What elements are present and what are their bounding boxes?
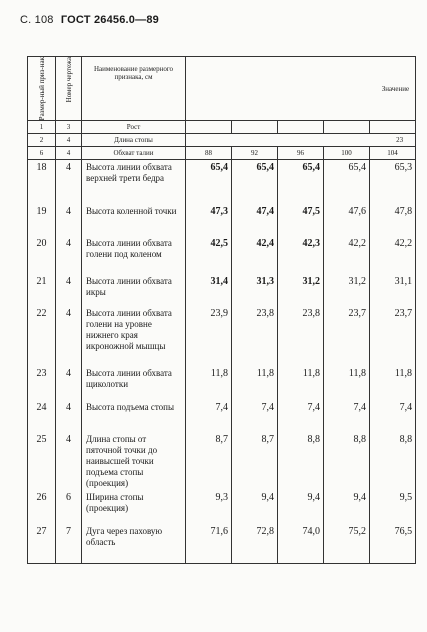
param-code: 6 xyxy=(28,147,56,160)
row-value: 9,3 xyxy=(186,490,232,524)
row-value: 7,4 xyxy=(370,400,416,432)
row-value: 9,4 xyxy=(232,490,278,524)
row-value: 42,3 xyxy=(278,236,324,274)
table-row xyxy=(28,274,416,306)
header-drawing: Номер чертежа xyxy=(56,57,82,121)
row-value: 71,6 xyxy=(186,524,232,564)
param-value xyxy=(232,121,278,134)
row-value: 9,4 xyxy=(278,490,324,524)
param-value: 96 xyxy=(278,147,324,160)
param-drawing: 4 xyxy=(56,147,82,160)
param-value xyxy=(186,121,232,134)
row-name: Высота линии обхвата верхней трети бедра xyxy=(82,160,186,204)
row-drawing: 4 xyxy=(56,274,82,306)
row-drawing: 4 xyxy=(56,306,82,366)
row-value: 31,1 xyxy=(370,274,416,306)
param-drawing: 4 xyxy=(56,134,82,147)
row-value: 42,2 xyxy=(324,236,370,274)
row-value: 65,4 xyxy=(278,160,324,204)
row-name: Высота линии обхвата икры xyxy=(82,274,186,306)
row-value: 11,8 xyxy=(278,366,324,400)
row-code: 27 xyxy=(28,524,56,564)
row-value: 9,4 xyxy=(324,490,370,524)
param-name: Рост xyxy=(82,121,186,134)
row-code: 22 xyxy=(28,306,56,366)
row-value: 11,8 xyxy=(186,366,232,400)
table-header-row xyxy=(28,57,416,121)
param-value xyxy=(370,121,416,134)
table-row xyxy=(28,204,416,236)
row-name: Дуга через паховую область xyxy=(82,524,186,564)
row-name: Высота коленной точки xyxy=(82,204,186,236)
header-param-row xyxy=(28,134,416,147)
row-value: 8,7 xyxy=(232,432,278,490)
row-drawing: 4 xyxy=(56,400,82,432)
row-name: Длина стопы от пяточной точки до наивысшей точки подъема стопы (проекция) xyxy=(82,432,186,490)
row-name: Высота линии обхвата голени под коленом xyxy=(82,236,186,274)
table-row xyxy=(28,524,416,564)
param-name: Длина стопы xyxy=(82,134,186,147)
row-drawing: 7 xyxy=(56,524,82,564)
row-drawing: 6 xyxy=(56,490,82,524)
row-value: 47,8 xyxy=(370,204,416,236)
row-code: 23 xyxy=(28,366,56,400)
table-row xyxy=(28,306,416,366)
row-value: 31,2 xyxy=(324,274,370,306)
row-value: 47,5 xyxy=(278,204,324,236)
row-value: 23,7 xyxy=(324,306,370,366)
param-value: 88 xyxy=(186,147,232,160)
row-value: 23,7 xyxy=(370,306,416,366)
row-code: 26 xyxy=(28,490,56,524)
param-value: 100 xyxy=(324,147,370,160)
param-code: 1 xyxy=(28,121,56,134)
row-drawing: 4 xyxy=(56,160,82,204)
row-value: 7,4 xyxy=(186,400,232,432)
header-param-row xyxy=(28,121,416,134)
row-value: 31,4 xyxy=(186,274,232,306)
table-row xyxy=(28,366,416,400)
param-value: 104 xyxy=(370,147,416,160)
row-value: 65,4 xyxy=(232,160,278,204)
row-value: 7,4 xyxy=(232,400,278,432)
param-name: Обхват талии xyxy=(82,147,186,160)
row-value: 47,3 xyxy=(186,204,232,236)
table-row xyxy=(28,400,416,432)
row-code: 19 xyxy=(28,204,56,236)
dimension-table xyxy=(27,56,416,564)
row-value: 42,5 xyxy=(186,236,232,274)
table-row xyxy=(28,160,416,204)
row-code: 20 xyxy=(28,236,56,274)
header-values: Значение xyxy=(186,57,416,121)
page-number: С. 108 xyxy=(20,14,54,26)
row-value: 9,5 xyxy=(370,490,416,524)
row-code: 24 xyxy=(28,400,56,432)
table-row xyxy=(28,236,416,274)
header-param-row xyxy=(28,147,416,160)
param-code: 2 xyxy=(28,134,56,147)
row-value: 76,5 xyxy=(370,524,416,564)
row-value: 23,9 xyxy=(186,306,232,366)
param-value xyxy=(278,121,324,134)
row-name: Высота линии обхвата голени на уровне нижнего края икроножной мышцы xyxy=(82,306,186,366)
row-drawing: 4 xyxy=(56,236,82,274)
row-name: Высота линии обхвата щиколотки xyxy=(82,366,186,400)
row-value: 11,8 xyxy=(324,366,370,400)
row-drawing: 4 xyxy=(56,432,82,490)
row-value: 47,4 xyxy=(232,204,278,236)
row-code: 21 xyxy=(28,274,56,306)
row-value: 42,2 xyxy=(370,236,416,274)
row-value: 8,7 xyxy=(186,432,232,490)
row-value: 11,8 xyxy=(370,366,416,400)
header-name: Наименование размерного признака, см xyxy=(82,57,186,121)
row-value: 8,8 xyxy=(370,432,416,490)
row-value: 31,3 xyxy=(232,274,278,306)
standard-title: ГОСТ 26456.0—89 xyxy=(60,14,159,26)
row-value: 31,2 xyxy=(278,274,324,306)
param-value xyxy=(324,121,370,134)
row-value: 47,6 xyxy=(324,204,370,236)
table-row xyxy=(28,490,416,524)
row-drawing: 4 xyxy=(56,366,82,400)
row-value: 23,8 xyxy=(232,306,278,366)
row-value: 75,2 xyxy=(324,524,370,564)
row-code: 25 xyxy=(28,432,56,490)
row-value: 42,4 xyxy=(232,236,278,274)
param-value: 92 xyxy=(232,147,278,160)
header-code: Размер-ный приз-нак xyxy=(28,57,56,121)
row-name: Ширина стопы (проекция) xyxy=(82,490,186,524)
row-value: 8,8 xyxy=(324,432,370,490)
page-header xyxy=(20,14,159,26)
row-value: 65,3 xyxy=(370,160,416,204)
row-value: 65,4 xyxy=(186,160,232,204)
row-value: 7,4 xyxy=(324,400,370,432)
param-drawing: 3 xyxy=(56,121,82,134)
param-value: 23 xyxy=(186,134,416,147)
row-value: 7,4 xyxy=(278,400,324,432)
row-code: 18 xyxy=(28,160,56,204)
row-name: Высота подъема стопы xyxy=(82,400,186,432)
row-value: 74,0 xyxy=(278,524,324,564)
row-value: 8,8 xyxy=(278,432,324,490)
row-value: 65,4 xyxy=(324,160,370,204)
row-value: 23,8 xyxy=(278,306,324,366)
table-row xyxy=(28,432,416,490)
row-value: 72,8 xyxy=(232,524,278,564)
row-value: 11,8 xyxy=(232,366,278,400)
row-drawing: 4 xyxy=(56,204,82,236)
